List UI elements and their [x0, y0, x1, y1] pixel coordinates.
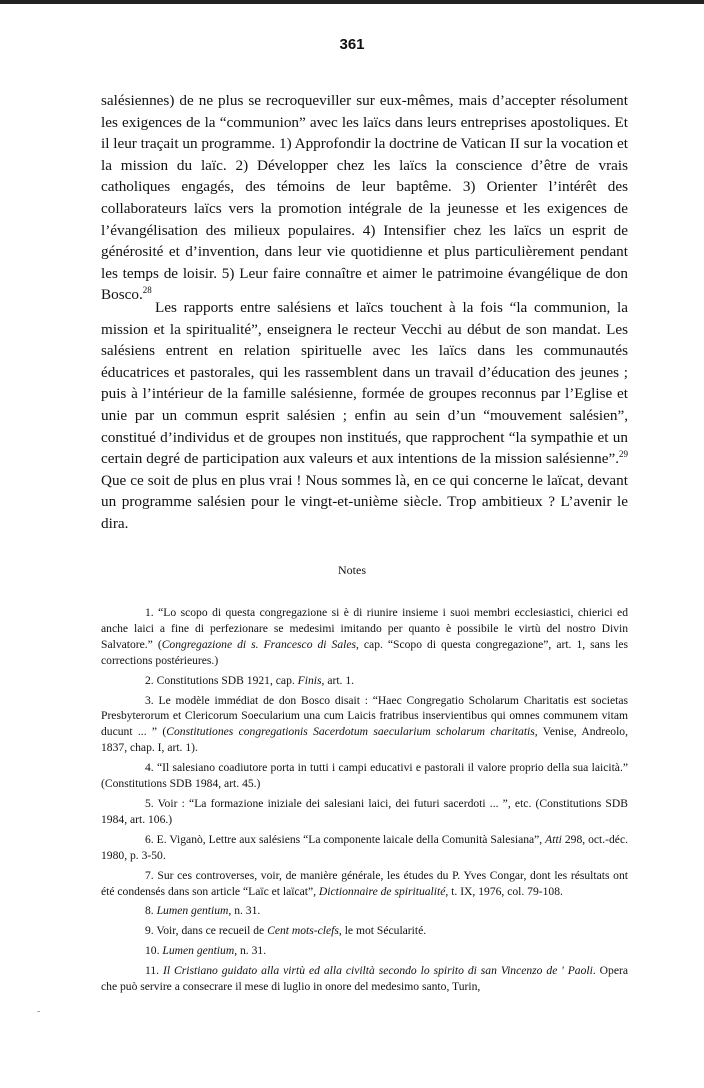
margin-mark: - [37, 1006, 41, 1017]
footnote-ref-28[interactable]: 28 [142, 285, 152, 296]
note-title: Constitutiones congregationis Sacerdotum saecularium scholarum charitatis [166, 725, 535, 739]
note-text: 1. “Lo scopo di questa congregazione si è di riunire insieme i suoi membri ecclesiastici, chierici ed anche laici a fine di perfezionare se medesimi imitando per quanto è possibile le virtù del nostro Divin Salvatore.” ( [101, 606, 628, 651]
paragraph-text: salésiennes) de ne plus se recroqueviller sur eux-mêmes, mais d’accepter résolument les exigences de la “communion” avec les laïcs dans leurs entreprises apostoliques. Et il leur traçait un programme. 1) Approfondir la doctrine de Vatican II sur la vocation et la mission du laïc. 2) Développer chez les laïcs la conscience d’être de vrais catholiques engagés, des témoins de leur baptême. 3) Orienter l’intérêt des collaborateurs laïcs vers la promotion intégrale de la jeunesse et les exigences de l’évangélisation des milieux populaires. 4) Intensifier chez les laïcs un esprit de générosité et d’invention, dans leur vie quotidienne et plus particulièrement pendant les temps de loisir. 5) Leur faire connaître et aimer le patrimoine évangélique de don Bosco. [101, 92, 628, 304]
note-item-5 [101, 796, 628, 828]
top-rule [0, 0, 704, 4]
note-item-2 [101, 673, 628, 689]
note-text: , Venise, Andreolo, 1837, chap. I, art. 1). [101, 725, 629, 755]
note-item-9 [101, 923, 628, 939]
note-text: 298, oct.-déc. 1980, p. 3-50. [101, 832, 628, 862]
note-item-8 [101, 903, 628, 919]
note-text: 7. Sur ces controverses, voir, de manière générale, les études du P. Yves Congar, dont les résultats ont été condensés dans son article “Laïc et laïcat”, [101, 868, 628, 898]
note-title: Atti [545, 832, 562, 846]
paragraph-text: Que ce soit de plus en plus vrai ! Nous sommes là, en ce qui concerne le laïcat, devant un programme salésien pour le vingt-et-unième siècle. Trop ambitieux ? L’avenir le dira. [101, 471, 628, 532]
notes-list [101, 605, 628, 999]
note-text: , t. IX, 1976, col. 79-108. [445, 884, 563, 898]
note-title: Finis [297, 673, 322, 687]
note-text: , cap. “Scopo di questa congregazione”, art. 1, sans les corrections postérieures.) [101, 637, 628, 667]
note-text: 8. [145, 904, 157, 918]
note-text: 9. Voir, dans ce recueil de [145, 924, 268, 938]
note-text: 11. [145, 964, 164, 978]
note-item-7 [101, 868, 628, 900]
note-item-3 [101, 693, 628, 757]
note-title: Il Cristiano guidato alla virtù ed alla civiltà secondo lo spirito di san Vincenzo de ' Paoli [163, 964, 593, 978]
footnote-ref-29[interactable]: 29 [619, 449, 628, 460]
note-text: 10. [145, 944, 163, 958]
note-item-10 [101, 943, 628, 959]
note-text: , le mot Sécularité. [338, 924, 427, 938]
note-item-6 [101, 832, 628, 864]
note-text: , n. 31. [234, 944, 267, 958]
note-title: Cent mots-clefs [267, 924, 339, 938]
note-item-4 [101, 760, 628, 792]
note-title: Congregazione di s. Francesco di Sales [161, 637, 356, 651]
body-paragraph-1 [101, 90, 628, 306]
note-text: . Opera che può servire a consecrare il mese di luglio in onore del medesimo santo, Turin, [101, 964, 629, 994]
note-text: 4. “Il salesiano coadiutore porta in tutti i campi educativi e pastorali il valore proprio della sua laicità.” (Constitutions SDB 1984, art. 45.) [101, 761, 628, 791]
note-title: Dictionnaire de spiritualité [318, 884, 446, 898]
note-item-11 [101, 963, 628, 995]
body-paragraph-2 [101, 297, 628, 535]
note-text: 3. Le modèle immédiat de don Bosco disait : “Haec Congregatio Scholarum Charitatis est societas Presbyterorum et Clericorum Soecularium una cum Laicis fratribus inservientibus qui omnes communem vitam ducunt ... ” ( [101, 693, 628, 739]
paragraph-text: Les rapports entre salésiens et laïcs touchent à la fois “la communion, la mission et la spiritualité”, enseignera le recteur Vecchi au début de son mandat. Les salésiens entrent en relation spirituelle avec les laïcs dans les communautés éducatrices et pastorales, qui les rassemblent dans un travail d’éducation des jeunes ; puis à l’intérieur de la famille salésienne, formée de groupes reconnus par l’Eglise et unie par un commun esprit salésien ; enfin au sein d’un “mouvement salésien”, constitué d’individus et de groupes non institués, que rapprochent “la sympathie et un certain degré de participation aux valeurs et aux intentions de la mission salésienne”. [101, 299, 628, 468]
note-text: , n. 31. [228, 904, 261, 918]
note-text: 6. E. Viganò, Lettre aux salésiens “La componente laicale della Comunità Salesiana”, [145, 832, 546, 846]
page-number: 361 [339, 36, 365, 53]
note-text: 2. Constitutions SDB 1921, cap. [145, 673, 298, 687]
note-text: , art. 1. [321, 673, 355, 687]
note-text: 5. Voir : “La formazione iniziale dei salesiani laici, dei futuri sacerdoti ... ”, etc. (Constitutions SDB 1984, art. 106.) [101, 796, 628, 826]
note-item-1 [101, 605, 628, 669]
notes-heading: Notes [338, 563, 366, 577]
note-title: Lumen gentium [156, 904, 229, 918]
note-title: Lumen gentium [162, 944, 235, 958]
